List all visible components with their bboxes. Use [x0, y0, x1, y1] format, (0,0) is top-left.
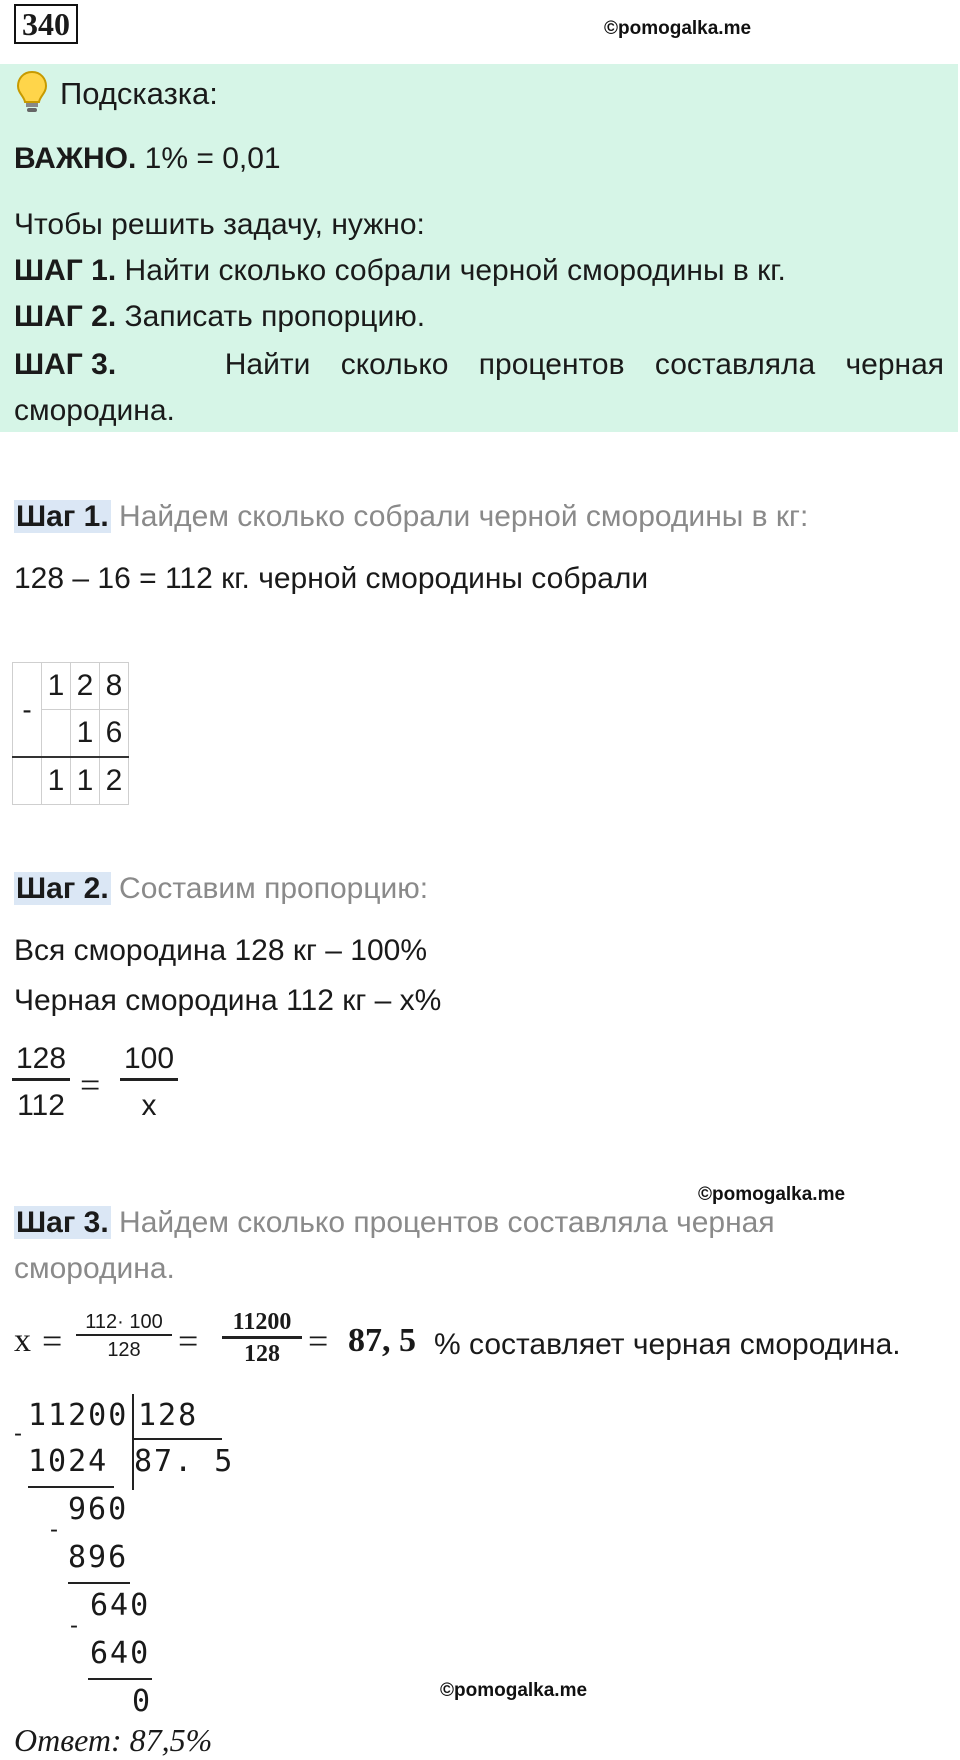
- result-text: % составляет черная смородина.: [434, 1328, 901, 1361]
- digit-cell: 2: [100, 757, 129, 805]
- step-3-heading: [14, 1204, 775, 1242]
- hint-title: Подсказка:: [60, 76, 218, 111]
- step-title: Найдем сколько процентов составляла черная: [119, 1206, 775, 1239]
- lightbulb-icon: [16, 70, 48, 114]
- divisor: 128: [138, 1398, 199, 1433]
- important-label: ВАЖНО.: [14, 142, 137, 175]
- hint-step-label: ШАГ 3.: [14, 348, 117, 381]
- equals-sign: =: [308, 1321, 329, 1361]
- fraction-denominator: 128: [107, 1339, 141, 1361]
- hint-step-1: [14, 252, 786, 290]
- remainder: 640: [90, 1588, 151, 1623]
- hint-step-text: Найти сколько собрали черной смородины в кг.: [124, 254, 786, 287]
- x-variable: x: [14, 1322, 31, 1359]
- fraction-2: [222, 1308, 302, 1369]
- proportion-line-1: Вся смородина 128 кг – 100%: [14, 934, 427, 967]
- digit-cell: 1: [71, 710, 100, 758]
- minus-sign: -: [70, 1612, 78, 1639]
- step-label: Шаг 1.: [16, 500, 109, 533]
- watermark: ©pomogalka.me: [604, 18, 752, 39]
- subtrahend: 1024: [28, 1444, 109, 1479]
- minus-sign: -: [50, 1516, 58, 1543]
- important-line: [14, 140, 281, 178]
- fraction-1: [76, 1310, 172, 1364]
- hint-step-label: ШАГ 2.: [14, 300, 117, 333]
- digit-cell: 1: [71, 757, 100, 805]
- dividend: 11200: [28, 1398, 129, 1433]
- equals-sign: =: [80, 1065, 101, 1105]
- final-remainder: 0: [132, 1684, 153, 1719]
- equals-sign: =: [178, 1321, 199, 1361]
- digit-cell: 8: [100, 663, 129, 710]
- problem-number: 340: [14, 4, 78, 44]
- step-2-heading: [14, 870, 428, 908]
- answer: Ответ: 87,5%: [14, 1722, 213, 1758]
- step-1-equation: 128 – 16 = 112 кг. черной смородины собрали: [14, 562, 649, 595]
- hint-step-3: [14, 346, 944, 384]
- hint-step-text: Найти сколько процентов составляла черная: [224, 348, 944, 381]
- fraction-bar: [12, 1078, 70, 1081]
- digit-cell: 1: [42, 757, 71, 805]
- important-text: 1% = 0,01: [144, 142, 281, 175]
- digit-cell: 2: [71, 663, 100, 710]
- fraction-denominator: x: [141, 1089, 157, 1122]
- fraction-denominator: 128: [244, 1341, 280, 1367]
- minus-sign: -: [13, 663, 42, 758]
- fraction-numerator: 128: [15, 1042, 67, 1075]
- hint-step-label: ШАГ 1.: [14, 254, 117, 287]
- step-1-heading: [14, 498, 808, 536]
- fraction-numerator: 11200: [232, 1309, 292, 1335]
- digit-cell: 1: [42, 663, 71, 710]
- equals-sign: =: [42, 1321, 63, 1361]
- division-underline: [28, 1486, 114, 1488]
- step-label: Шаг 2.: [16, 872, 109, 905]
- fraction-denominator: 112: [17, 1089, 65, 1122]
- division-underline: [88, 1678, 152, 1680]
- hint-step-text: Записать пропорцию.: [124, 300, 426, 333]
- digit-cell: [13, 757, 42, 805]
- fraction-numerator: 100: [123, 1042, 175, 1075]
- hint-intro: Чтобы решить задачу, нужно:: [14, 208, 425, 241]
- subtrahend: 640: [90, 1636, 151, 1671]
- hint-step-2: [14, 298, 425, 336]
- digit-cell: 6: [100, 710, 129, 758]
- watermark: ©pomogalka.me: [698, 1184, 846, 1205]
- digit-cell: [42, 710, 71, 758]
- step-label: Шаг 3.: [16, 1206, 109, 1239]
- fraction-left: [12, 1040, 70, 1125]
- division-underline: [68, 1582, 130, 1584]
- watermark: ©pomogalka.me: [440, 1680, 588, 1701]
- step-title: Составим пропорцию:: [119, 872, 429, 905]
- quotient: 87. 5: [134, 1444, 235, 1479]
- hint-step-3-cont: смородина.: [14, 394, 175, 427]
- fraction-right: [120, 1040, 178, 1125]
- fraction-bar: [120, 1078, 178, 1081]
- subtrahend: 896: [68, 1540, 129, 1575]
- step-3-heading-cont: смородина.: [14, 1252, 175, 1285]
- remainder: 960: [68, 1492, 129, 1527]
- proportion-line-2: Черная смородина 112 кг – x%: [14, 984, 442, 1017]
- result-value: 87, 5: [348, 1322, 416, 1359]
- minus-sign: -: [14, 1420, 22, 1447]
- step-title: Найдем сколько собрали черной смородины в кг:: [119, 500, 809, 533]
- subtraction-grid: [12, 662, 129, 805]
- divisor-underline: [134, 1438, 222, 1440]
- fraction-numerator: 112· 100: [85, 1311, 163, 1333]
